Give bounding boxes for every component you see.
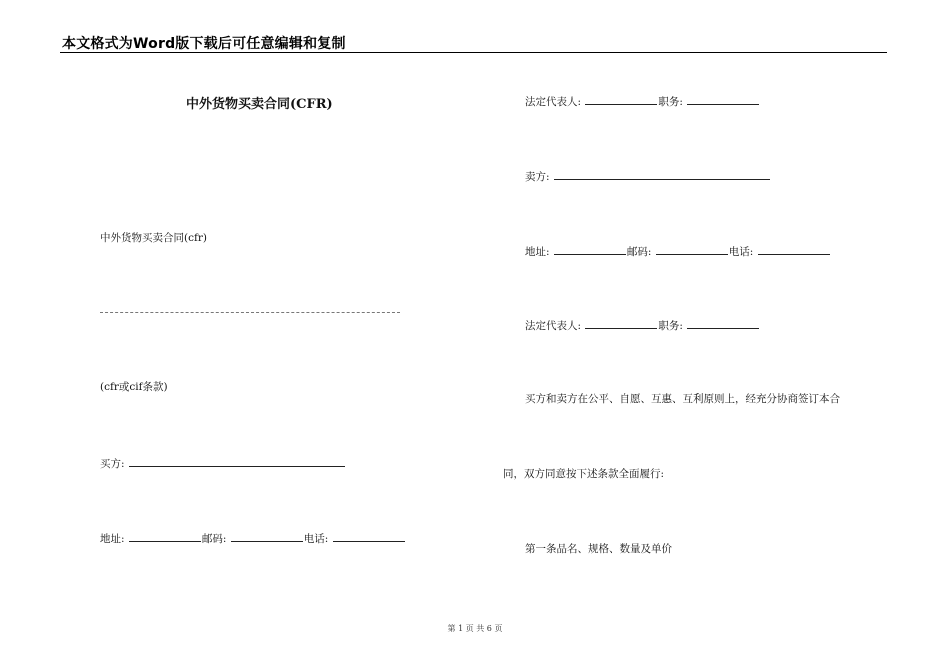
seller-phone-blank[interactable] — [758, 244, 830, 255]
seller-position-label: 职务: — [658, 320, 683, 332]
header-divider — [60, 52, 887, 53]
buyer-address-label: 地址: — [100, 533, 125, 545]
seller-postcode-blank[interactable] — [656, 244, 728, 255]
buyer-rep-line — [525, 94, 760, 108]
seller-postcode-label: 邮码: — [626, 246, 652, 258]
buyer-blank[interactable] — [129, 456, 345, 467]
terms-note: (cfr或cif条款) — [100, 381, 168, 393]
buyer-label: 买方: — [100, 458, 125, 470]
seller-line — [525, 169, 771, 183]
page-number-footer: 第 1 页 共 6 页 — [447, 624, 503, 633]
buyer-postcode-label: 邮码: — [201, 533, 227, 545]
seller-address-line — [525, 244, 831, 258]
contract-subtitle: 中外货物买卖合同(cfr) — [100, 232, 207, 244]
contract-title: 中外货物买卖合同(CFR) — [186, 97, 333, 112]
seller-rep-blank[interactable] — [585, 318, 657, 329]
seller-rep-label: 法定代表人: — [525, 320, 582, 332]
buyer-postcode-blank[interactable] — [231, 531, 303, 542]
dashed-separator — [100, 312, 400, 313]
seller-rep-line — [525, 318, 760, 332]
clause-1-heading: 第一条品名、规格、数量及单价 — [525, 543, 672, 555]
buyer-phone-blank[interactable] — [333, 531, 405, 542]
buyer-position-blank[interactable] — [687, 94, 759, 105]
buyer-position-label: 职务: — [658, 96, 683, 108]
buyer-address-line — [100, 531, 406, 545]
seller-position-blank[interactable] — [687, 318, 759, 329]
buyer-phone-label: 电话: — [303, 533, 329, 545]
document-header-banner: 本文格式为Word版下载后可任意编辑和复制 — [62, 36, 346, 52]
buyer-rep-blank[interactable] — [585, 94, 657, 105]
intro-paragraph-line1: 买方和卖方在公平、自愿、互惠、互利原则上，经充分协商签订本合 — [525, 393, 840, 405]
seller-blank[interactable] — [554, 169, 770, 180]
intro-paragraph-line2: 同，双方同意按下述条款全面履行: — [503, 468, 665, 480]
buyer-line — [100, 456, 346, 470]
seller-label: 卖方: — [525, 171, 550, 183]
seller-phone-label: 电话: — [728, 246, 754, 258]
buyer-rep-label: 法定代表人: — [525, 96, 582, 108]
buyer-address-blank[interactable] — [129, 531, 201, 542]
seller-address-label: 地址: — [525, 246, 550, 258]
seller-address-blank[interactable] — [554, 244, 626, 255]
